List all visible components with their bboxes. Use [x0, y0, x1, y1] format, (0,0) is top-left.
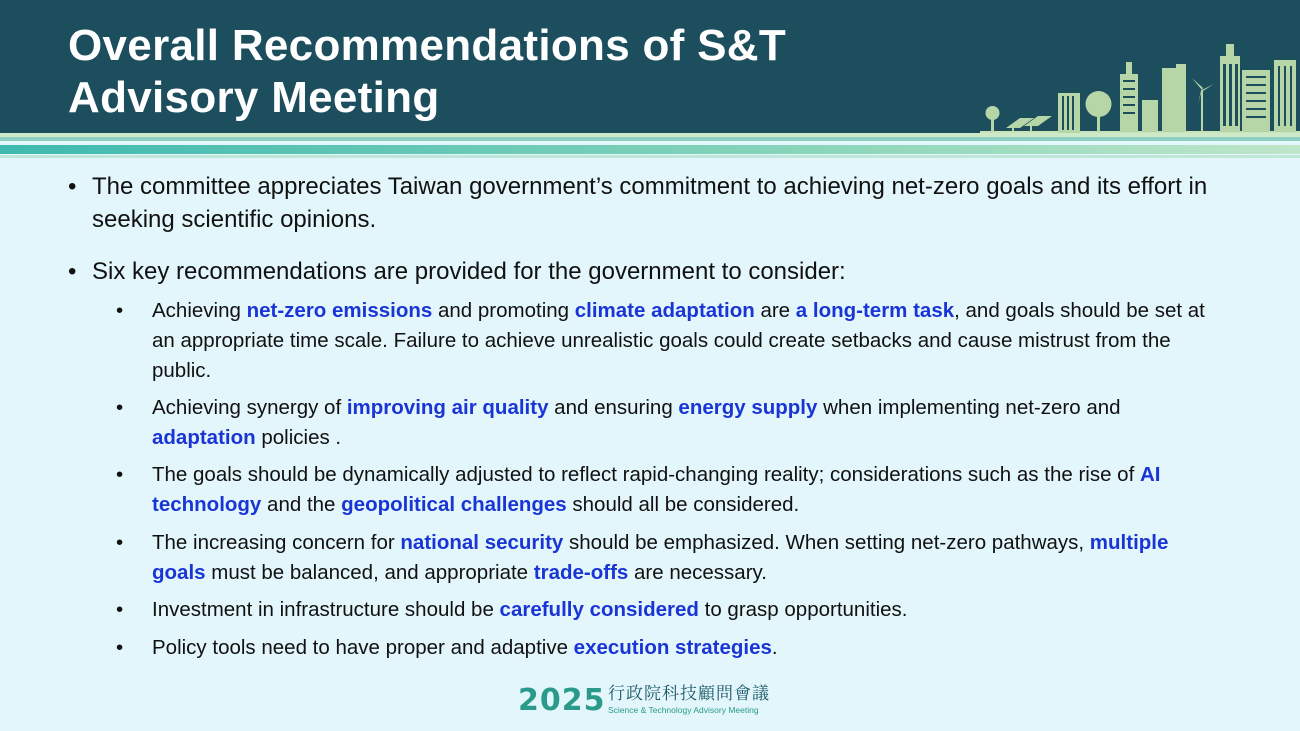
body-text: and promoting [432, 299, 575, 322]
highlight-text: energy supply [678, 396, 818, 419]
body-text: when implementing net-zero and [817, 396, 1121, 419]
bullet-dot: • [116, 598, 124, 621]
recommendation-item [116, 528, 1206, 588]
body-text: are [754, 299, 796, 322]
logo-english-name: Science & Technology Advisory Meeting [608, 705, 759, 715]
bullet-dot: • [116, 531, 124, 554]
body-text: and the [261, 493, 342, 516]
highlight-text: national security [400, 531, 564, 554]
recommendation-text [116, 633, 1206, 663]
body-text: , and goals should be set at an appropriate time scale. Failure to achieve unrealistic goals could create setbacks and cause mistrust from the public. [152, 299, 1205, 382]
body-text: should all be considered. [566, 493, 800, 516]
solar-panel-icon [1006, 116, 1052, 132]
highlight-text: AI technology [152, 463, 1161, 516]
body-text: . [771, 636, 778, 659]
body-text: The committee appreciates Taiwan government’s commitment to achieving net-zero goals and its effort in seeking scientific opinions. [92, 173, 1208, 233]
body-text: policies . [255, 426, 342, 449]
recommendation-text [116, 460, 1206, 520]
body-text: Six key recommendations are provided for the government to consider: [92, 258, 846, 285]
recommendation-item [116, 633, 1206, 663]
recommendation-item [116, 460, 1206, 520]
bullet-text [68, 170, 1218, 236]
footer-logo [518, 684, 788, 720]
bullet-dot: • [116, 463, 124, 486]
header-stripes [0, 133, 1300, 167]
slide-title [68, 20, 786, 124]
body-text: Achieving [152, 299, 247, 322]
highlight-text: multiple goals [152, 531, 1169, 584]
bullet-dot: • [116, 396, 124, 419]
bullet-committee [68, 170, 1218, 236]
recommendation-text [116, 595, 1206, 625]
highlight-text: carefully considered [499, 598, 699, 621]
body-text: are necessary. [628, 561, 767, 584]
body-text: and ensuring [548, 396, 679, 419]
tree-icon [986, 106, 1000, 132]
title-line-2: Advisory Meeting [68, 73, 440, 122]
city-skyline-icon [980, 38, 1300, 137]
highlight-text: geopolitical challenges [341, 493, 567, 516]
recommendation-text [116, 528, 1206, 588]
title-line-1: Overall Recommendations of S&T [68, 21, 787, 70]
body-text: to grasp opportunities. [698, 598, 908, 621]
wind-turbine-icon [1192, 78, 1214, 132]
recommendation-item [116, 595, 1206, 625]
highlight-text: adaptation [152, 426, 256, 449]
logo-chinese-name: 行政院科技顧問會議 [608, 684, 770, 704]
recommendation-text [116, 296, 1206, 386]
body-text: should be emphasized. When setting net-zero pathways, [563, 531, 1090, 554]
body-text: The goals should be dynamically adjusted to reflect rapid-changing reality; considerations such as the rise of [152, 463, 1140, 486]
slide-header [0, 0, 1300, 137]
highlight-text: net-zero emissions [246, 299, 433, 322]
highlight-text: climate adaptation [574, 299, 755, 322]
body-text: must be balanced, and appropriate [205, 561, 534, 584]
bullet-dot: • [116, 636, 124, 659]
bullet-dot: • [68, 258, 77, 285]
highlight-text: trade-offs [533, 561, 629, 584]
body-text: The increasing concern for [152, 531, 401, 554]
bullet-dot: • [116, 299, 124, 322]
recommendation-text [116, 393, 1206, 453]
body-text: Achieving synergy of [152, 396, 347, 419]
body-text: Policy tools need to have proper and adaptive [152, 636, 574, 659]
logo-year: 2025 [518, 683, 606, 718]
bullet-six-recommendations [68, 255, 1218, 288]
bullet-text [68, 255, 1218, 288]
recommendation-item [116, 393, 1206, 453]
bullet-dot: • [68, 173, 77, 200]
recommendation-item [116, 296, 1206, 386]
highlight-text: a long-term task [795, 299, 955, 322]
highlight-text: improving air quality [346, 396, 549, 419]
body-text: Investment in infrastructure should be [152, 598, 500, 621]
highlight-text: execution strategies [573, 636, 772, 659]
